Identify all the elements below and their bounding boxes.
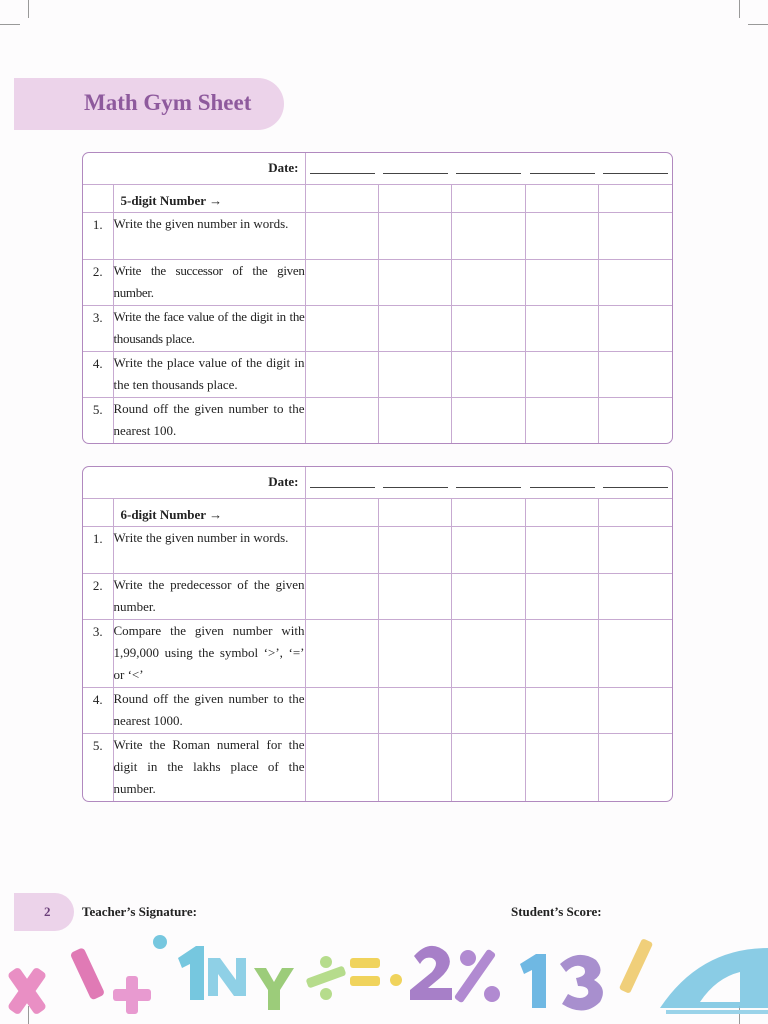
answer-cell[interactable]: [525, 351, 598, 397]
answer-cell[interactable]: [378, 259, 451, 305]
answer-cell[interactable]: [599, 573, 672, 619]
answer-cell[interactable]: [305, 305, 378, 351]
table-heading: 5-digit Number →: [113, 184, 305, 212]
answer-cell[interactable]: [599, 733, 672, 801]
date-blanks: [305, 153, 672, 184]
answer-cell[interactable]: [599, 351, 672, 397]
digit-one-icon: [178, 946, 204, 1000]
answer-cell[interactable]: [305, 619, 378, 687]
question-text: Write the place value of the digit in the ten thousands place.: [113, 351, 305, 397]
table-row: [83, 619, 672, 687]
empty-cell: [83, 184, 113, 212]
answer-cell[interactable]: [525, 498, 598, 526]
math-symbols-decoration: [0, 928, 768, 1018]
answer-cell[interactable]: [305, 259, 378, 305]
answer-cell[interactable]: [525, 526, 598, 573]
answer-cell[interactable]: [599, 397, 672, 443]
row-number: 5.: [83, 733, 113, 801]
answer-cell[interactable]: [599, 259, 672, 305]
empty-cell: [83, 498, 113, 526]
row-number: 4.: [83, 351, 113, 397]
answer-cell[interactable]: [378, 184, 451, 212]
row-number: 2.: [83, 259, 113, 305]
date-blank[interactable]: [530, 162, 595, 174]
answer-cell[interactable]: [305, 526, 378, 573]
dot-icon: [153, 935, 167, 949]
letter-n-icon: [208, 958, 246, 996]
answer-cell[interactable]: [525, 184, 598, 212]
answer-cell[interactable]: [452, 351, 525, 397]
answer-cell[interactable]: [525, 305, 598, 351]
divide-symbol-icon: [305, 956, 346, 1000]
row-number: 3.: [83, 305, 113, 351]
answer-cell[interactable]: [378, 397, 451, 443]
table-heading: 6-digit Number →: [113, 498, 305, 526]
answer-cell[interactable]: [305, 733, 378, 801]
table-row: [83, 733, 672, 801]
date-blank[interactable]: [383, 476, 448, 488]
question-text: Write the Roman numeral for the digit in the lakhs place of the number.: [113, 733, 305, 801]
date-blank[interactable]: [603, 476, 668, 488]
date-blank[interactable]: [530, 476, 595, 488]
row-number: 4.: [83, 687, 113, 733]
answer-cell[interactable]: [452, 733, 525, 801]
pencil-icon: [619, 938, 654, 994]
answer-cell[interactable]: [305, 212, 378, 259]
question-text: Round off the given number to the nearest 100.: [113, 397, 305, 443]
table-row: [83, 573, 672, 619]
worksheet-table-6-digit: [82, 466, 673, 802]
question-text: Write the face value of the digit in the thousands place.: [113, 305, 305, 351]
answer-cell[interactable]: [378, 573, 451, 619]
answer-cell[interactable]: [378, 305, 451, 351]
answer-cell[interactable]: [452, 259, 525, 305]
page-title: Math Gym Sheet: [84, 90, 252, 115]
answer-cell[interactable]: [305, 397, 378, 443]
answer-cell[interactable]: [452, 498, 525, 526]
table-row: [83, 305, 672, 351]
date-blank[interactable]: [456, 476, 521, 488]
worksheet-table-5-digit: [82, 152, 673, 444]
date-blank[interactable]: [456, 162, 521, 174]
crop-mark: [0, 24, 20, 25]
digit-two-icon: [410, 946, 452, 1000]
answer-cell[interactable]: [305, 573, 378, 619]
digit-one-icon: [520, 954, 546, 1008]
question-text: Write the given number in words.: [113, 526, 305, 573]
question-text: Write the predecessor of the given number.: [113, 573, 305, 619]
multiply-symbol-icon: [7, 967, 47, 1016]
table-row: [83, 351, 672, 397]
row-number: 3.: [83, 619, 113, 687]
answer-cell[interactable]: [525, 259, 598, 305]
date-blank[interactable]: [383, 162, 448, 174]
answer-cell[interactable]: [305, 498, 378, 526]
answer-cell[interactable]: [599, 687, 672, 733]
answer-cell[interactable]: [525, 619, 598, 687]
table-row: [83, 259, 672, 305]
table-row: [83, 397, 672, 443]
answer-cell[interactable]: [599, 619, 672, 687]
answer-cell[interactable]: [452, 212, 525, 259]
answer-cell[interactable]: [378, 619, 451, 687]
answer-cell[interactable]: [452, 397, 525, 443]
date-label: Date:: [83, 153, 305, 184]
table-row: [83, 687, 672, 733]
answer-cell[interactable]: [452, 619, 525, 687]
teacher-signature-label: Teacher’s Signature:: [82, 904, 197, 919]
percent-symbol-icon: [454, 949, 500, 1004]
answer-cell[interactable]: [452, 573, 525, 619]
date-label: Date:: [83, 467, 305, 498]
row-number: 2.: [83, 573, 113, 619]
answer-cell[interactable]: [378, 351, 451, 397]
answer-cell[interactable]: [378, 212, 451, 259]
answer-cell[interactable]: [599, 498, 672, 526]
answer-cell[interactable]: [452, 526, 525, 573]
date-blanks: [305, 467, 672, 498]
answer-cell[interactable]: [599, 212, 672, 259]
digit-three-icon: [560, 955, 603, 1011]
answer-cell[interactable]: [305, 351, 378, 397]
student-score-label: Student’s Score:: [511, 904, 602, 919]
answer-cell[interactable]: [378, 498, 451, 526]
crop-mark: [739, 0, 740, 18]
answer-cell[interactable]: [525, 687, 598, 733]
answer-cell[interactable]: [452, 305, 525, 351]
answer-cell[interactable]: [378, 526, 451, 573]
question-text: Write the given number in words.: [113, 212, 305, 259]
letter-y-icon: [254, 968, 294, 1010]
row-number: 5.: [83, 397, 113, 443]
answer-cell[interactable]: [452, 184, 525, 212]
answer-cell[interactable]: [599, 305, 672, 351]
question-text: Round off the given number to the nearest 1000.: [113, 687, 305, 733]
answer-cell[interactable]: [525, 573, 598, 619]
date-blank[interactable]: [603, 162, 668, 174]
question-text: Compare the given number with 1,99,000 using the symbol ‘>’, ‘=’ or ‘<’: [113, 619, 305, 687]
table-row: [83, 526, 672, 573]
plus-symbol-icon: [113, 976, 151, 1014]
page-number-tab: [14, 893, 74, 931]
dot-icon: [390, 974, 402, 986]
equals-symbol-icon: [350, 958, 380, 986]
title-banner: [14, 78, 284, 130]
table-row: [83, 212, 672, 259]
row-number: 1.: [83, 212, 113, 259]
answer-cell[interactable]: [525, 397, 598, 443]
page-number: 2: [44, 904, 51, 919]
crop-mark: [28, 0, 29, 18]
answer-cell[interactable]: [378, 687, 451, 733]
question-text: Write the successor of the given number.: [113, 259, 305, 305]
answer-cell[interactable]: [305, 184, 378, 212]
answer-cell[interactable]: [525, 212, 598, 259]
answer-cell[interactable]: [378, 733, 451, 801]
row-number: 1.: [83, 526, 113, 573]
slash-symbol-icon: [70, 947, 106, 1000]
answer-cell[interactable]: [305, 687, 378, 733]
answer-cell[interactable]: [452, 687, 525, 733]
answer-cell[interactable]: [599, 526, 672, 573]
answer-cell[interactable]: [599, 184, 672, 212]
date-blank[interactable]: [310, 162, 375, 174]
answer-cell[interactable]: [525, 733, 598, 801]
crop-mark: [748, 24, 768, 25]
date-blank[interactable]: [310, 476, 375, 488]
